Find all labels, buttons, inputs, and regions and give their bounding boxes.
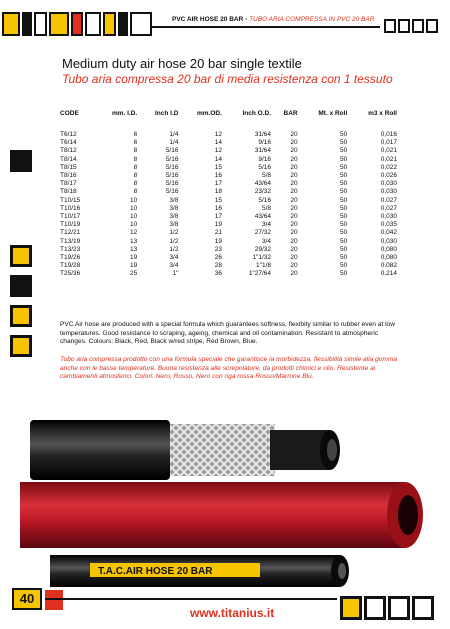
table-row	[60, 262, 400, 270]
table-cell: T19/28	[60, 262, 81, 270]
table-cell: 17	[214, 180, 222, 188]
table-cell: 28	[214, 262, 222, 270]
footer-red-accent	[45, 590, 63, 610]
column-header: Inch O.D.	[242, 110, 272, 117]
table-cell: 5/16	[258, 163, 272, 171]
table-row	[60, 172, 400, 180]
table-cell: 1/4	[169, 139, 179, 147]
table-cell: 8	[133, 172, 138, 180]
table-cell: 20	[290, 213, 298, 221]
hose-illustration	[0, 400, 450, 590]
table-cell: 0,035	[380, 221, 397, 229]
table-cell: T8/17	[60, 180, 77, 188]
table-cell: 6	[133, 139, 138, 147]
table-cell: 31/64	[254, 131, 272, 138]
table-cell: 9/16	[258, 155, 272, 163]
table-cell: 26	[214, 254, 222, 262]
table-row	[60, 246, 400, 254]
table-row	[60, 221, 400, 229]
table-cell: 0,021	[380, 147, 397, 155]
table-cell: 20	[290, 180, 298, 188]
left-deco-middle	[10, 245, 32, 360]
table-cell: 0,016	[380, 131, 397, 138]
header-deco-boxes	[384, 19, 438, 33]
description-english: PVC Air hose are produced with a special formula which guarantees softness, flexibity similar to rubber even at low temperatures. Good resistance to scraping, ageing, chemical and oil contamination. Resistant to atmospheric changes. Colours: Black, Red, Black w/red stripe, Red Brown, Blue.	[60, 321, 395, 346]
table-cell: 15	[214, 163, 222, 171]
table-cell: 6	[133, 131, 138, 138]
table-cell: 19	[130, 254, 138, 262]
table-cell: 8	[133, 163, 138, 171]
table-cell: T13/23	[60, 245, 81, 253]
table-cell: T12/21	[60, 229, 81, 237]
left-deco-top	[10, 150, 32, 175]
table-row	[60, 139, 400, 147]
table-cell: 43/64	[254, 180, 272, 188]
table-row	[60, 205, 400, 213]
table-cell: 20	[290, 229, 298, 237]
table-cell: 8	[133, 180, 138, 188]
table-cell: 29/32	[254, 245, 272, 253]
table-cell: 50	[340, 262, 348, 270]
table-cell: T10/16	[60, 204, 81, 212]
table-cell: T19/26	[60, 254, 81, 262]
table-cell: 5/16	[165, 188, 179, 196]
table-cell: 21	[214, 229, 222, 237]
red-hose	[20, 482, 423, 548]
page-header	[0, 0, 450, 42]
table-cell: 50	[340, 229, 348, 237]
table-cell: T25/36	[60, 270, 81, 278]
table-cell: 1"27/64	[248, 270, 272, 278]
table-cell: 27/32	[254, 229, 272, 237]
table-cell: 0,017	[380, 139, 397, 147]
table-cell: 0,021	[380, 155, 397, 163]
table-cell: 50	[340, 147, 348, 155]
table-cell: T8/14	[60, 155, 77, 163]
header-rule	[150, 26, 380, 28]
table-cell: 50	[340, 213, 348, 221]
table-cell: 3/8	[169, 204, 179, 212]
table-row	[60, 197, 400, 205]
page-title-italian: Tubo aria compressa 20 bar di media resistenza con 1 tessuto	[62, 72, 393, 86]
table-cell: 12	[214, 131, 222, 138]
table-cell: 8	[133, 188, 138, 196]
table-cell: 5/16	[165, 172, 179, 180]
table-cell: 50	[340, 163, 348, 171]
table-cell: 3/4	[169, 254, 179, 262]
column-header: m3 x Roll	[368, 110, 397, 117]
table-cell: 16	[214, 172, 222, 180]
labelled-hose	[50, 555, 349, 587]
page-title: Medium duty air hose 20 bar single textile	[62, 56, 302, 71]
table-cell: 20	[290, 237, 298, 245]
table-row	[60, 213, 400, 221]
table-cell: 36	[214, 270, 222, 278]
table-cell: 50	[340, 180, 348, 188]
table-cell: 20	[290, 172, 298, 180]
table-row	[60, 254, 400, 262]
column-header: Inch I.D	[154, 110, 179, 117]
table-cell: 0,027	[380, 204, 397, 212]
table-cell: 0,080	[380, 254, 397, 262]
table-cell: 9/16	[258, 139, 272, 147]
spec-table	[60, 110, 400, 279]
footer-deco-boxes	[340, 596, 434, 620]
table-cell: 0,042	[380, 229, 397, 237]
table-cell: 19	[214, 237, 222, 245]
table-cell: 3/4	[169, 262, 179, 270]
column-header: CODE	[60, 110, 79, 117]
hose-print-text: T.A.C.AIR HOSE 20 BAR	[98, 566, 213, 577]
table-cell: 20	[290, 204, 298, 212]
table-cell: T8/12	[60, 147, 77, 155]
table-cell: 50	[340, 172, 348, 180]
table-cell: 3/8	[169, 196, 179, 204]
table-cell: 3/4	[261, 237, 272, 245]
table-cell: 20	[290, 254, 298, 262]
table-cell: 17	[214, 213, 222, 221]
table-row	[60, 270, 400, 278]
column-header: mm.OD.	[197, 110, 222, 117]
table-cell: 20	[290, 131, 298, 138]
table-cell: 0,082	[380, 262, 397, 270]
table-cell: 23/32	[254, 188, 272, 196]
table-cell: 10	[130, 204, 138, 212]
table-body	[60, 131, 400, 279]
table-cell: 20	[290, 270, 298, 278]
table-cell: 1/2	[169, 245, 179, 253]
table-cell: 0,022	[380, 163, 397, 171]
table-cell: 23	[214, 245, 222, 253]
table-cell: 12	[214, 147, 222, 155]
table-cell: 20	[290, 196, 298, 204]
table-cell: 5/16	[165, 155, 179, 163]
table-cell: 20	[290, 163, 298, 171]
description-italian: Tubo aria compressa prodotto con una formula speciale che garantisce la morbidezza, flessibilità simile alla gomma anche con le basse temperature. Buona resistenza alle screpolature, da prodotti chimici e olio. Resistente ai cambiamenti atmosferici. Colori: Nero, Rosso, Nero con riga rossa Rosso/Marrone Blu.	[60, 356, 398, 381]
table-cell: 0,026	[380, 172, 397, 180]
cutaway-hose	[30, 420, 340, 480]
table-row	[60, 164, 400, 172]
table-cell: 1/2	[169, 229, 179, 237]
table-cell: T10/19	[60, 221, 81, 229]
table-cell: 50	[340, 131, 348, 138]
table-cell: 50	[340, 188, 348, 196]
table-row	[60, 156, 400, 164]
website-link[interactable]: www.titanius.it	[190, 606, 275, 620]
table-cell: 14	[214, 155, 222, 163]
table-cell: 43/64	[254, 213, 272, 221]
table-cell: 50	[340, 254, 348, 262]
table-cell: 0,030	[380, 213, 397, 221]
table-cell: 50	[340, 139, 348, 147]
table-cell: 10	[130, 213, 138, 221]
brand-logo	[2, 12, 152, 36]
table-row	[60, 131, 400, 139]
table-row	[60, 188, 400, 196]
table-cell: 10	[130, 196, 138, 204]
column-header: mm. I.D.	[111, 110, 138, 117]
table-cell: T8/16	[60, 172, 77, 180]
table-cell: 5/8	[261, 172, 272, 180]
table-cell: 50	[340, 221, 348, 229]
table-cell: 20	[290, 139, 298, 147]
table-cell: 5/16	[165, 180, 179, 188]
table-cell: 25	[130, 270, 138, 278]
table-cell: 8	[133, 155, 138, 163]
table-cell: 5/16	[165, 147, 179, 155]
page-number: 40	[12, 588, 42, 610]
table-cell: 50	[340, 237, 348, 245]
table-cell: 20	[290, 245, 298, 253]
table-row	[60, 238, 400, 246]
table-cell: 12	[130, 229, 138, 237]
table-cell: 14	[214, 139, 222, 147]
table-cell: 20	[290, 188, 298, 196]
table-cell: 5/16	[165, 163, 179, 171]
table-cell: 16	[214, 204, 222, 212]
header-product-label: PVC AIR HOSE 20 BAR	[172, 16, 244, 23]
column-header: BAR	[283, 110, 298, 117]
table-cell: 15	[214, 196, 222, 204]
table-row	[60, 147, 400, 155]
table-cell: T6/12	[60, 131, 77, 138]
table-cell: 50	[340, 155, 348, 163]
table-cell: 20	[290, 262, 298, 270]
header-separator: -	[243, 16, 250, 23]
table-cell: 50	[340, 204, 348, 212]
table-cell: T6/14	[60, 139, 77, 147]
table-cell: 8	[133, 147, 138, 155]
table-cell: 1/2	[169, 237, 179, 245]
table-cell: 20	[290, 221, 298, 229]
table-cell: 5/16	[258, 196, 272, 204]
table-cell: 13	[130, 237, 138, 245]
table-cell: 3/8	[169, 213, 179, 221]
table-cell: T10/17	[60, 213, 81, 221]
table-cell: 0,214	[380, 270, 397, 278]
table-cell: 31/64	[254, 147, 272, 155]
table-cell: T8/15	[60, 163, 77, 171]
table-cell: 0,027	[380, 196, 397, 204]
table-cell: 50	[340, 196, 348, 204]
table-cell: 10	[130, 221, 138, 229]
table-cell: 0,030	[380, 188, 397, 196]
table-cell: 50	[340, 245, 348, 253]
table-row	[60, 180, 400, 188]
table-cell: T8/18	[60, 188, 77, 196]
table-cell: T13/19	[60, 237, 81, 245]
table-cell: 1"1/8	[256, 262, 272, 270]
table-cell: 0,080	[380, 245, 397, 253]
table-header-row	[60, 110, 400, 131]
table-cell: 13	[130, 245, 138, 253]
table-cell: 20	[290, 155, 298, 163]
footer-rule	[45, 598, 337, 600]
table-cell: 1"1/32	[252, 254, 272, 262]
column-header: Mt. x Roll	[318, 110, 348, 117]
table-cell: 5/8	[261, 204, 272, 212]
table-cell: 20	[290, 147, 298, 155]
table-cell: 0,030	[380, 180, 397, 188]
table-cell: 1/4	[169, 131, 179, 138]
table-cell: 1"	[172, 270, 179, 278]
table-cell: 19	[130, 262, 138, 270]
table-cell: 19	[214, 221, 222, 229]
table-cell: 3/4	[261, 221, 272, 229]
header-caption	[172, 16, 374, 23]
table-cell: 3/8	[169, 221, 179, 229]
table-cell: 0,030	[380, 237, 397, 245]
table-cell: 50	[340, 270, 348, 278]
table-cell: 18	[214, 188, 222, 196]
table-row	[60, 229, 400, 237]
table-cell: T10/15	[60, 196, 81, 204]
header-subtitle-it: TUBO ARIA COMPRESSA IN PVC 20 BAR	[249, 16, 375, 23]
